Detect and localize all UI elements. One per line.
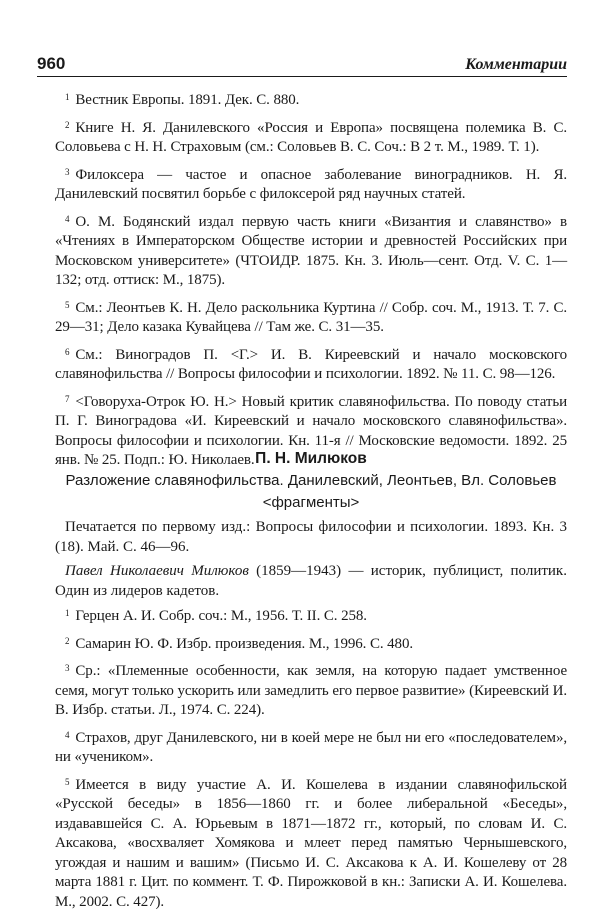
footnote <box>55 116 567 158</box>
footnote-number: 1 <box>65 92 70 102</box>
footnote-number: 2 <box>65 119 70 130</box>
footnote-text: Вестник Европы. 1891. Дек. С. 880. <box>75 92 300 108</box>
footnote-number: 5 <box>65 776 70 787</box>
footnote-number: 4 <box>65 729 70 740</box>
work-title <box>55 470 567 514</box>
footnote <box>55 773 567 913</box>
footnote-number: 3 <box>65 166 70 177</box>
footnote-text: <Говоруха-Отрок Ю. Н.> Новый критик славянофильства. По поводу статьи П. Г. Виноградова «И. Киреевский и начало московского славянофильства». Вопросы философии и психологии. Кн. 11-я // Московские ведомости. 1892. 25 янв. № 25. Подп.: Ю. Николаев. <box>55 393 567 468</box>
footnote-text: Ср.: «Племенные особенности, как земля, на которую падает умственное семя, могут только ускорить или замедлить его первое развитие» (Киреевский И. В. Избр. статьи. Л., 1974. С. 224). <box>55 663 567 718</box>
footnote-text: Филоксера — частое и опасное заболевание виноградников. Н. Я. Данилевский посвятил борьбе с филоксерой ряд научных статей. <box>55 166 567 202</box>
source-note: Печатается по первому изд.: Вопросы философии и психологии. 1893. Кн. 3 (18). Май. С. 46—96. <box>55 519 567 555</box>
footnote-text: О. М. Бодянский издал первую часть книги «Византия и славянство» в «Чтениях в Императорском Обществе истории и древностей Российских при Московском университете» (ЧТОИДР. 1875. Кн. 3. Июль—сент. Отд. V. С. 1—132; отд. оттиск: М., 1875). <box>55 213 567 288</box>
footnote-number: 3 <box>65 663 70 673</box>
footnote-number: 5 <box>65 299 70 310</box>
author-bio <box>55 562 567 601</box>
footnote-text: Книге Н. Я. Данилевского «Россия и Европа» посвящена полемика В. С. Соловьева с Н. Н. Страховым (см.: Соловьев В. С. Соч.: В 2 т. М., 1989. Т. 1). <box>55 119 567 155</box>
footnote <box>55 88 567 111</box>
footnotes-top <box>55 88 567 476</box>
footnote <box>55 343 567 385</box>
footnote-text: Самарин Ю. Ф. Избр. произведения. М., 1996. С. 480. <box>75 635 413 652</box>
bio-name: Павел Николаевич Милюков <box>65 563 249 579</box>
footnote <box>55 210 567 291</box>
footnote <box>55 163 567 205</box>
footnote <box>55 604 567 627</box>
footnote-text: Герцен А. И. Собр. соч.: М., 1956. Т. II. С. 258. <box>75 608 367 624</box>
footnote-number: 2 <box>65 635 70 646</box>
footnote-text: См.: Леонтьев К. Н. Дело раскольника Куртина // Собр. соч. М., 1913. Т. 7. С. 29—31; Дело казака Кувайцева // Там же. С. 31—35. <box>55 299 567 335</box>
bio-text: (1859—1943) — историк, публицист, политик. Один из лидеров кадетов. <box>55 563 567 599</box>
footnote <box>55 632 567 655</box>
footnote <box>55 296 567 338</box>
footnote-text: Страхов, друг Данилевского, ни в коей мере не был ни его «последователем», ни «учеником». <box>55 729 567 765</box>
footnote-number: 1 <box>65 608 70 618</box>
work-title-subtitle: <фрагменты> <box>262 494 360 511</box>
footnote-text: См.: Виноградов П. <Г.> И. В. Киреевский и начало московского славянофильства // Вопросы философии и психологии. 1892. № 11. С. 98—126. <box>55 346 567 382</box>
footnote-text: Имеется в виду участие А. И. Кошелева в издании славянофильской «Русской беседы» в 1856—1860 гг. и более либеральной «Беседы», издававшейся С. А. Юрьевым в 1871—1872 гг., который, по словам И. С. Аксакова, «восхваляет Хомякова и млеет перед памятью Чернышевского, угождая и нашим и вашим» (Письмо И. С. Аксакова к А. И. Кошелеву от 28 марта 1881 г. Цит. по коммент. Т. Ф. Пирожковой в кн.: Записки А. И. Кошелева. М., 2002. С. 427). <box>55 776 567 910</box>
section-author: П. Н. Милюков <box>255 450 367 467</box>
page-number: 960 <box>37 54 66 73</box>
footnote-number: 4 <box>65 213 70 224</box>
running-title: Комментарии <box>465 56 567 73</box>
page-header <box>37 48 567 77</box>
footnote-number: 7 <box>65 393 70 404</box>
work-title-line: Разложение славянофильства. Данилевский, Леонтьев, Вл. Соловьев <box>65 472 557 489</box>
footnote <box>55 726 567 768</box>
footnote <box>55 659 567 721</box>
footnote-number: 6 <box>65 346 70 357</box>
footnotes-bottom <box>55 604 567 917</box>
